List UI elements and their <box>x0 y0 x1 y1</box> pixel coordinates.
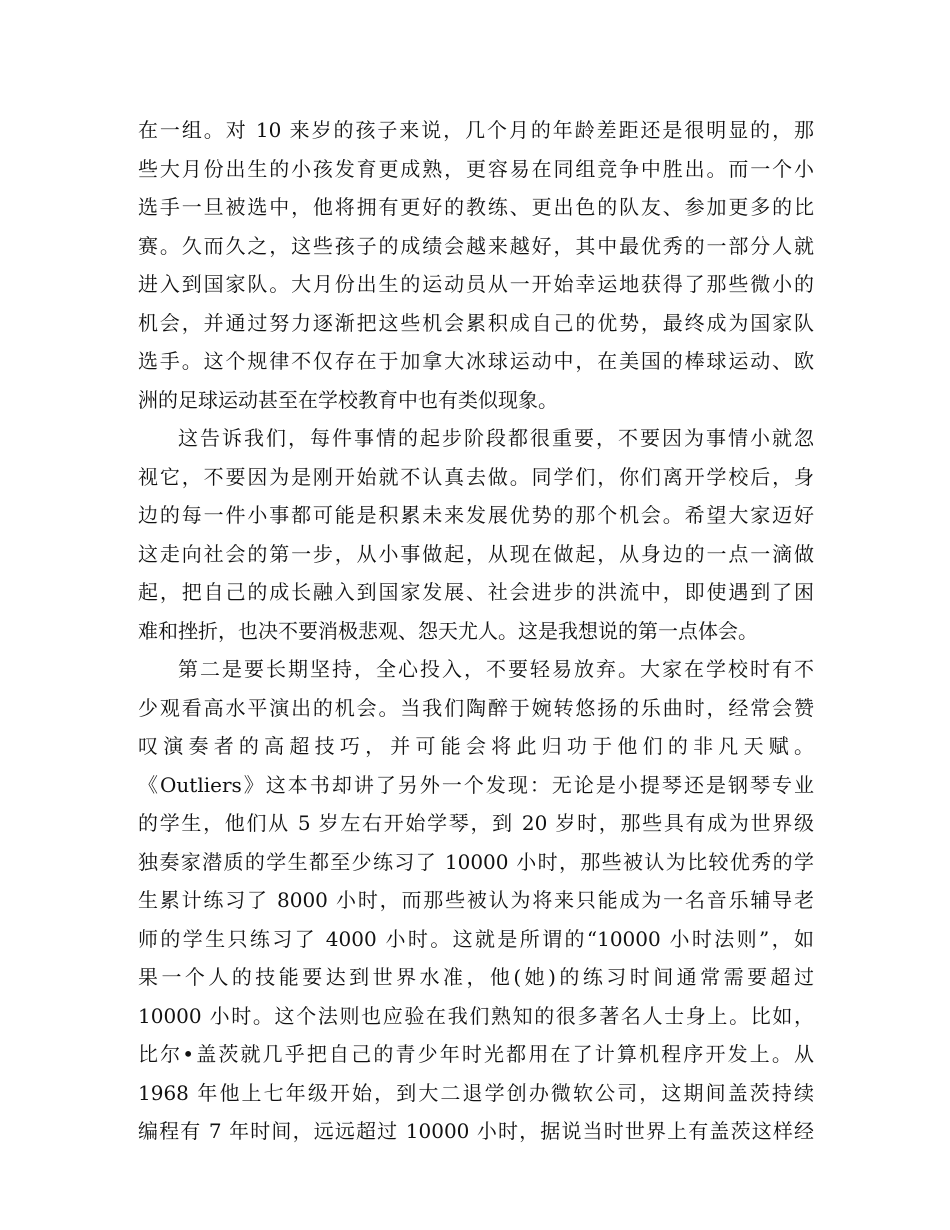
text-line: 起，把自己的成长融入到国家发展、社会进步的洪流中，即使遇到了困 <box>138 580 814 604</box>
text-line: 比尔•盖茨就几乎把自己的青少年时光都用在了计算机程序开发上。从 <box>138 1042 814 1066</box>
text-line: 些大月份出生的小孩发育更成熟，更容易在同组竞争中胜出。而一个小 <box>138 156 814 181</box>
text-line: 生累计练习了 8000 小时，而那些被认为将来只能成为一名音乐辅导老 <box>138 888 814 912</box>
text-line: 难和挫折，也决不要消极悲观、怨天尤人。这是我想说的第一点体会。 <box>138 618 758 643</box>
text-line: 的学生，他们从 5 岁左右开始学琴，到 20 岁时，那些具有成为世界级 <box>138 811 814 835</box>
text-line: 选手。这个规律不仅存在于加拿大冰球运动中，在美国的棒球运动、欧 <box>138 349 814 373</box>
text-line: 1968 年他上七年级开始，到大二退学创办微软公司，这期间盖茨持续 <box>138 1080 814 1105</box>
text-line: 这走向社会的第一步，从小事做起，从现在做起，从身边的一点一滴做 <box>138 541 814 566</box>
text-line: 视它，不要因为是刚开始就不认真去做。同学们，你们离开学校后，身 <box>138 464 814 489</box>
text-line: 第二是要长期坚持，全心投入，不要轻易放弃。大家在学校时有不 <box>178 657 814 681</box>
text-line: 机会，并通过努力逐渐把这些机会累积成自己的优势，最终成为国家队 <box>138 310 814 335</box>
text-line: 选手一旦被选中，他将拥有更好的教练、更出色的队友、参加更多的比 <box>138 195 814 219</box>
text-line: 10000 小时。这个法则也应验在我们熟知的很多著名人士身上。比如， <box>138 1003 814 1028</box>
text-line: 在一组。对 10 来岁的孩子来说，几个月的年龄差距还是很明显的，那 <box>138 118 814 142</box>
text-line: 果一个人的技能要达到世界水准，他(她)的练习时间通常需要超过 <box>138 965 814 989</box>
text-line: 叹演奏者的高超技巧，并可能会将此归功于他们的非凡天赋。 <box>138 734 814 758</box>
text-line: 进入到国家队。大月份出生的运动员从一开始幸运地获得了那些微小的 <box>138 272 814 296</box>
text-line: 这告诉我们，每件事情的起步阶段都很重要，不要因为事情小就忽 <box>178 426 814 450</box>
body-text <box>138 111 814 1151</box>
text-line: 师的学生只练习了 4000 小时。这就是所谓的“10000 小时法则”，如 <box>138 926 814 951</box>
text-line: 边的每一件小事都可能是积累未来发展优势的那个机会。希望大家迈好 <box>138 503 814 527</box>
text-line: 《Outliers》这本书却讲了另外一个发现：无论是小提琴还是钢琴专业 <box>138 772 814 797</box>
text-line: 赛。久而久之，这些孩子的成绩会越来越好，其中最优秀的一部分人就 <box>138 233 814 258</box>
text-line: 少观看高水平演出的机会。当我们陶醉于婉转悠扬的乐曲时，经常会赞 <box>138 695 814 720</box>
text-line: 洲的足球运动甚至在学校教育中也有类似现象。 <box>138 387 558 412</box>
text-line: 编程有 7 年时间，远远超过 10000 小时，据说当时世界上有盖茨这样经 <box>138 1119 814 1143</box>
text-line: 独奏家潜质的学生都至少练习了 10000 小时，那些被认为比较优秀的学 <box>138 849 814 874</box>
